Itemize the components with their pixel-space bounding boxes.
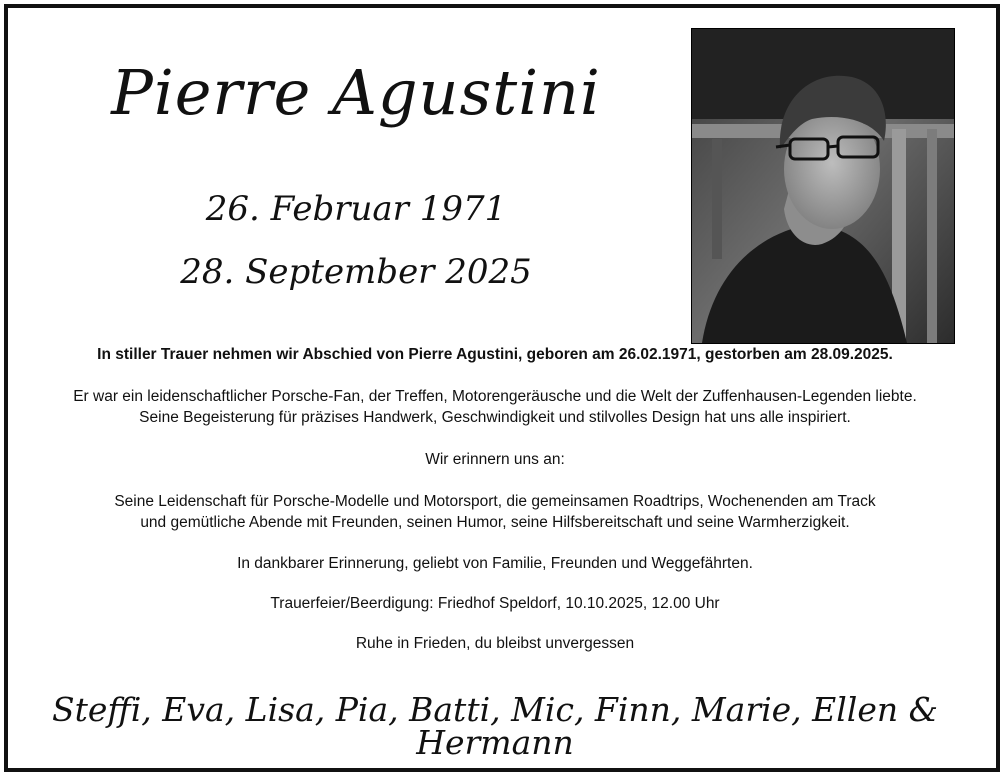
funeral-info: Trauerfeier/Beerdigung: Friedhof Speldorf, 10.10.2025, 12.00 Uhr — [270, 595, 720, 612]
farewell-text: Ruhe in Frieden, du bleibst unvergessen — [355, 635, 635, 652]
birth-date: 26. Februar 1971 — [205, 189, 507, 229]
paragraph-line: Er war ein leidenschaftlicher Porsche-Fan, der Treffen, Motorengeräusche und die Welt der Zuffenhausen-Legenden liebte. — [73, 388, 917, 405]
paragraph-line: und gemütliche Abende mit Freunden, seinen Humor, seine Hilfsbereitschaft und seine Warmherzigkeit. — [140, 514, 850, 531]
family-signature: Steffi, Eva, Lisa, Pia, Batti, Mic, Finn, Marie, Ellen & Hermann — [51, 690, 939, 762]
death-date: 28. September 2025 — [180, 252, 532, 292]
intro-text: In stiller Trauer nehmen wir Abschied von Pierre Agustini, geboren am 26.02.1971, gestorben am 28.09.2025. — [97, 346, 893, 363]
paragraph-line: Seine Begeisterung für präzises Handwerk, Geschwindigkeit und stilvolles Design hat uns alle inspiriert. — [139, 409, 851, 426]
portrait-photo — [691, 28, 955, 344]
deceased-name: Pierre Agustini — [111, 56, 601, 129]
remember-heading: Wir erinnern uns an: — [425, 451, 565, 468]
paragraph-line: Seine Leidenschaft für Porsche-Modelle und Motorsport, die gemeinsamen Roadtrips, Wochenenden am Track — [114, 493, 876, 510]
memory-text: In dankbarer Erinnerung, geliebt von Familie, Freunden und Weggefährten. — [237, 555, 753, 572]
